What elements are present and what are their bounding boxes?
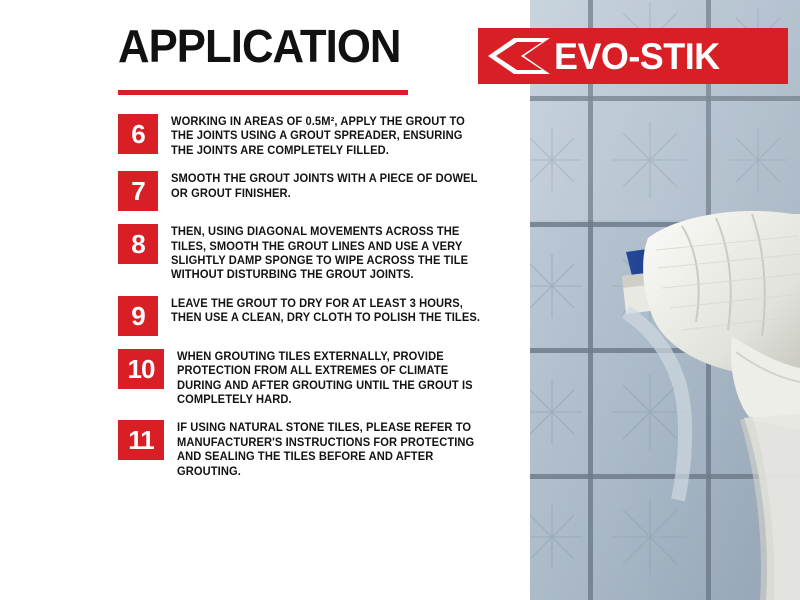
- step-number-badge: 7: [118, 171, 158, 211]
- brand-logo: [478, 28, 788, 84]
- title-row: [118, 22, 512, 78]
- grouting-photo: [530, 0, 800, 600]
- title-underline-rule: [118, 90, 408, 95]
- list-item: [118, 114, 518, 158]
- step-text: WORKING IN AREAS OF 0.5M², APPLY THE GROUT TO THE JOINTS USING A GROUT SPREADER, ENSURING THE JOINTS ARE COMPLETELY FILLED.: [171, 115, 465, 157]
- step-number-badge: 11: [118, 420, 164, 460]
- step-text: WHEN GROUTING TILES EXTERNALLY, PROVIDE PROTECTION FROM ALL EXTREMES OF CLIMATE DURING AND AFTER GROUTING UNTIL THE GROUT IS COMPLETELY HARD.: [177, 349, 473, 407]
- list-item: [118, 224, 518, 283]
- step-number-badge: 9: [118, 296, 158, 336]
- list-item: [118, 171, 518, 211]
- brand-name: EVO-STIK: [554, 35, 720, 77]
- step-text: THEN, USING DIAGONAL MOVEMENTS ACROSS THE TILES, SMOOTH THE GROUT LINES AND USE A VERY SLIGHTLY DAMP SPONGE TO WIPE ACROSS THE TILE WITHOUT DISTURBING THE GROUT JOINTS.: [171, 225, 469, 282]
- step-text: SMOOTH THE GROUT JOINTS WITH A PIECE OF DOWEL OR GROUT FINISHER.: [171, 172, 478, 200]
- step-text: LEAVE THE GROUT TO DRY FOR AT LEAST 3 HOURS, THEN USE A CLEAN, DRY CLOTH TO POLISH THE TILES.: [171, 296, 481, 325]
- list-item: [118, 296, 518, 336]
- page-title: APPLICATION: [118, 20, 401, 72]
- steps-list: [118, 114, 518, 492]
- step-number-badge: 8: [118, 224, 158, 264]
- step-number-badge: 6: [118, 114, 158, 154]
- list-item: [118, 349, 518, 408]
- double-chevron-left-icon: [484, 36, 550, 76]
- step-text: IF USING NATURAL STONE TILES, PLEASE REFER TO MANUFACTURER'S INSTRUCTIONS FOR PROTECTING AND SEALING THE TILES BEFORE AND AFTER GROUTING.: [177, 421, 475, 478]
- list-item: [118, 420, 518, 479]
- step-number-badge: 10: [118, 349, 164, 389]
